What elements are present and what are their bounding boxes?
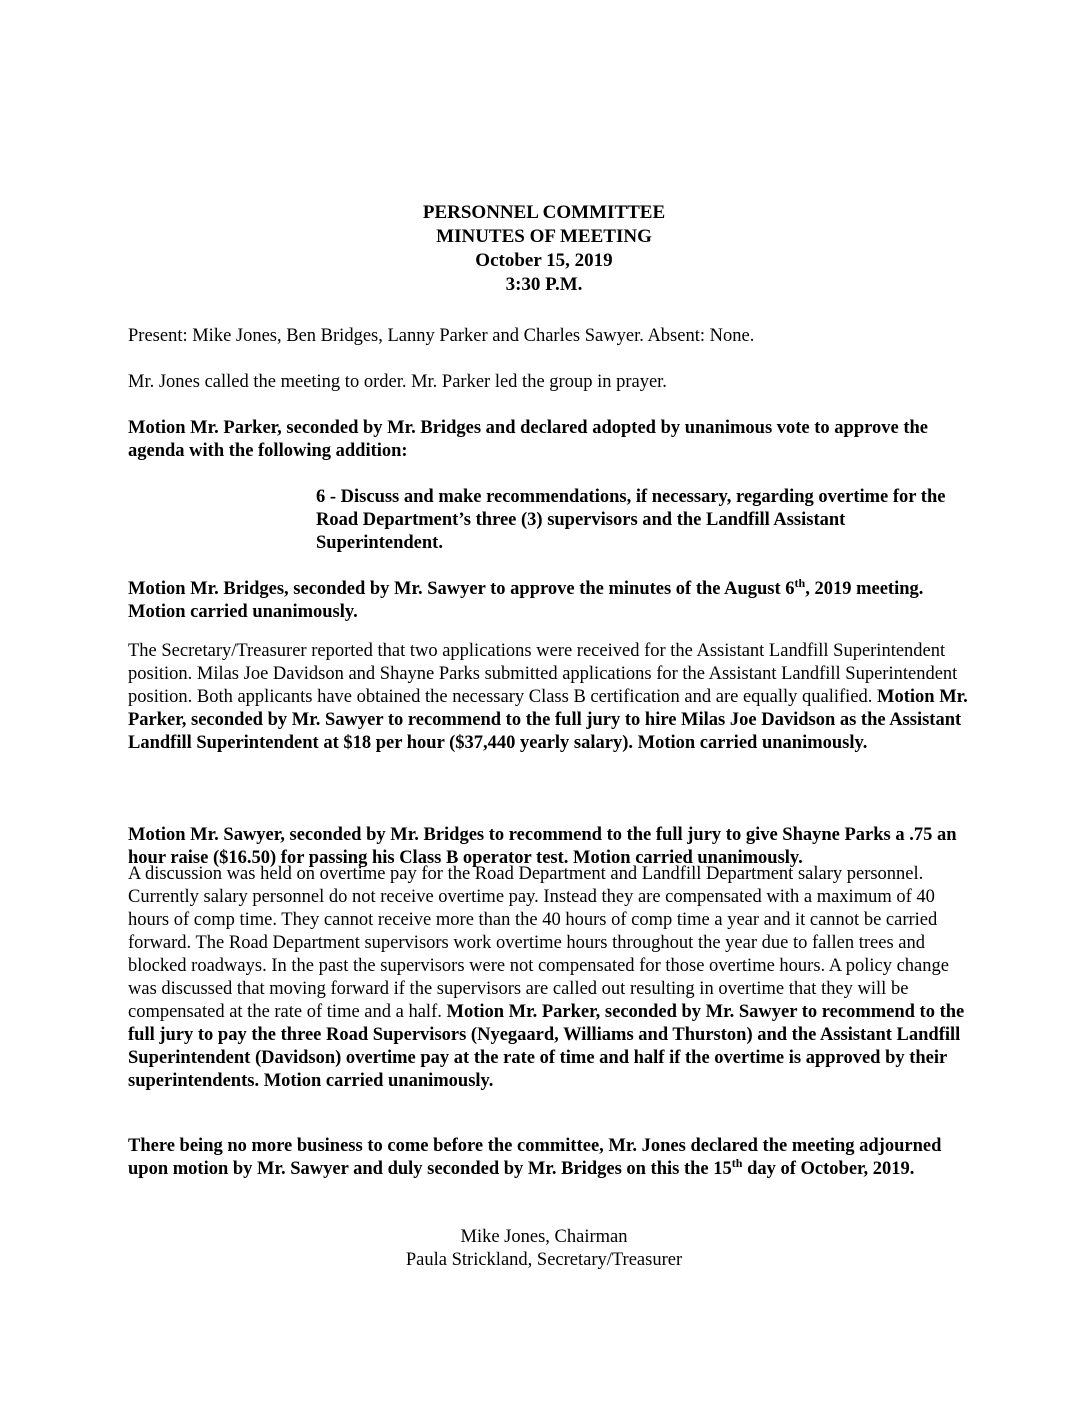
overtime-discussion-text: A discussion was held on overtime pay for the Road Department and Landfill Department salary personnel. Currently salary personnel do not receive overtime pay. Instead they are compensated with a maximum of 40 hours of comp time. They cannot receive more than the 40 hours of comp time a year and it cannot be carried forward. The Road Department supervisors work overtime hours throughout the year due to fallen trees and blocked roadways. In the past the supervisors were not compensated for those overtime hours. A policy change was discussed that moving forward if the supervisors are called out resulting in overtime that they will be compensated at the rate of time and a half.: [128, 864, 949, 1022]
motion-minutes-text: Motion Mr. Bridges, seconded by Mr. Sawyer to approve the minutes of the August 6: [128, 579, 795, 599]
landfill-report: [128, 640, 968, 755]
motion-approve-minutes: [128, 575, 968, 624]
ordinal-suffix: th: [794, 575, 806, 590]
agenda-addition-item: 6 - Discuss and make recommendations, if necessary, regarding overtime for the Road Department’s three (3) supervisors and the Landfill Assistant Superintendent.: [316, 487, 946, 553]
document-title: [0, 201, 1088, 297]
title-committee: PERSONNEL COMMITTEE: [422, 202, 666, 223]
ordinal-suffix: th: [731, 1155, 743, 1170]
motion-overtime-pay: Motion Mr. Parker, seconded by Mr. Sawyer to recommend to the full jury to pay the three Road Supervisors (Nyegaard, Williams and Thurston) and the Assistant Landfill Superintendent (Davidson) overtime pay at the rate of time and half if the overtime is approved by their superintendents. Motion carried unanimously.: [128, 1002, 965, 1091]
adjournment-text: There being no more business to come before the committee, Mr. Jones declared the meeting adjourned upon motion by Mr. Sawyer and duly seconded by Mr. Bridges on this the 15: [128, 1136, 942, 1179]
title-date: October 15, 2019: [475, 250, 613, 271]
motion-hire-davidson: Motion Mr. Parker, seconded by Mr. Sawyer to recommend to the full jury to hire Milas Joe Davidson as the Assistant Landfill Superintendent at $18 per hour ($37,440 yearly salary). Motion carried unanimously.: [128, 687, 968, 753]
adjournment: [128, 1135, 968, 1181]
signature-chairman: Mike Jones, Chairman: [460, 1227, 628, 1247]
motion-agenda: Motion Mr. Parker, seconded by Mr. Bridges and declared adopted by unanimous vote to approve the agenda with the following addition:: [128, 418, 928, 461]
title-time: 3:30 P.M.: [505, 274, 583, 295]
motion-raise-parks: Motion Mr. Sawyer, seconded by Mr. Bridges to recommend to the full jury to give Shayne Parks a .75 an hour raise ($16.50) for passing his Class B operator test. Motion carried unanimously.: [128, 825, 957, 868]
adjournment-text-end: day of October, 2019.: [742, 1159, 915, 1179]
motion-minutes-text-end: , 2019 meeting. Motion carried unanimously.: [128, 579, 924, 622]
call-to-order: Mr. Jones called the meeting to order. Mr. Parker led the group in prayer.: [128, 372, 667, 392]
signature-secretary: Paula Strickland, Secretary/Treasurer: [405, 1250, 683, 1270]
attendance: Present: Mike Jones, Ben Bridges, Lanny Parker and Charles Sawyer. Absent: None.: [128, 326, 755, 346]
overtime-discussion: [128, 863, 968, 1093]
landfill-report-text: The Secretary/Treasurer reported that two applications were received for the Assistant Landfill Superintendent position. Milas Joe Davidson and Shayne Parks submitted applications for the Assistant Landfill Superintendent position. Both applicants have obtained the necessary Class B certification and are equally qualified.: [128, 641, 958, 707]
title-minutes: MINUTES OF MEETING: [436, 226, 652, 247]
